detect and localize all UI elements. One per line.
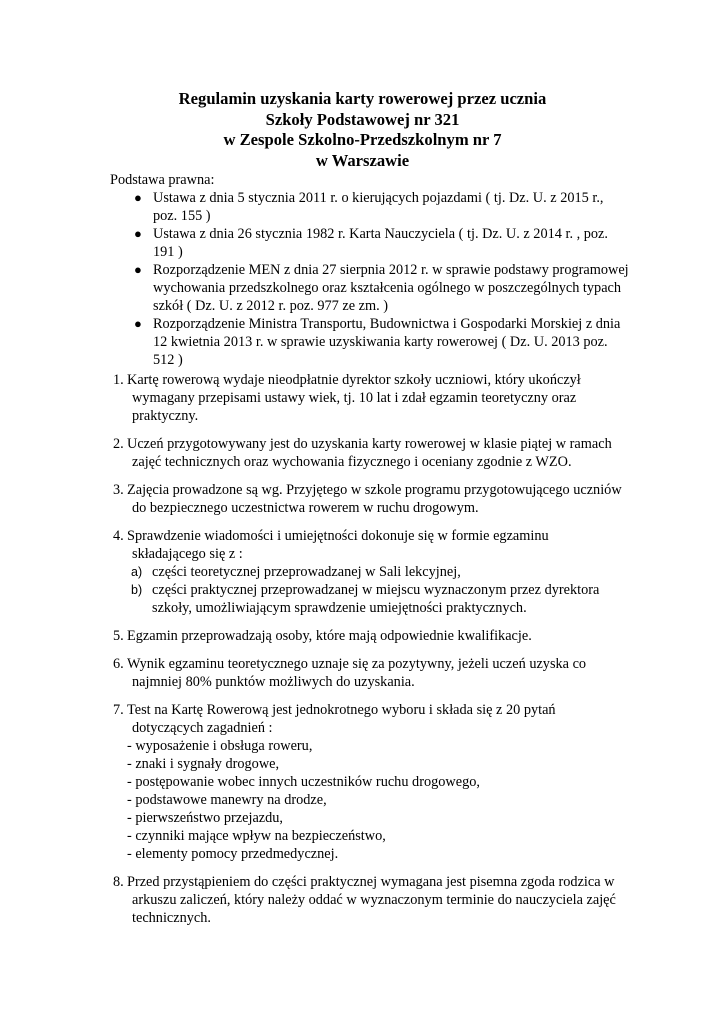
bullet-icon: ● [134, 190, 142, 205]
legal-basis-text: Rozporządzenie Ministra Transportu, Budownictwa i Gospodarki Morskiej z dnia 12 kwietnia 2013 r. w sprawie uzyskiwania karty rowerowej ( Dz. U. 2013 poz. 512 ) [153, 316, 621, 368]
item-number: 2. [113, 436, 124, 452]
item-text-continued: zajęć technicznych oraz wychowania fizycznego i oceniany zgodnie z WZO. [132, 454, 572, 470]
test-topic-item: - pierwszeństwo przejazdu, [127, 810, 284, 826]
item-number: 6. [113, 656, 124, 672]
regulation-item [110, 481, 630, 517]
item-number: 4. [113, 528, 124, 544]
item-text: Przed przystąpieniem do części praktycznej wymagana jest pisemna zgoda rodzica w [127, 874, 615, 890]
exam-part-item [127, 581, 630, 617]
item-text: Zajęcia prowadzone są wg. Przyjętego w szkole programu przygotowującego uczniów [127, 482, 622, 498]
regulation-item [110, 627, 630, 645]
item-text: Sprawdzenie wiadomości i umiejętności dokonuje się w formie egzaminu [127, 528, 549, 544]
legal-basis-label: Podstawa prawna: [110, 172, 215, 188]
legal-basis-text: Rozporządzenie MEN z dnia 27 sierpnia 2012 r. w sprawie podstawy programowej wychowania przedszkolnego oraz kształcenia ogólnego w poszczególnych typach szkół ( Dz. U. z 2012 r. poz. 977 ze zm. ) [153, 262, 629, 314]
title-line: w Zespole Szkolno-Przedszkolnym nr 7 [223, 130, 502, 149]
item-text-continued: dotyczących zagadnień : [132, 720, 273, 736]
title-line: w Warszawie [315, 150, 410, 170]
regulation-item [110, 701, 630, 863]
test-topic-item: - czynniki mające wpływ na bezpieczeństwo, [127, 828, 386, 844]
test-topic-item: - elementy pomocy przedmedycznej. [127, 846, 339, 862]
legal-basis-item [110, 315, 630, 369]
item-text: Wynik egzaminu teoretycznego uznaje się za pozytywny, jeżeli uczeń uzyska co [127, 656, 587, 672]
title-line: Regulamin uzyskania karty rowerowej przez ucznia [178, 89, 547, 108]
regulation-item [110, 435, 630, 471]
item-text: Kartę rowerową wydaje nieodpłatnie dyrektor szkoły uczniowi, który ukończył [127, 372, 581, 388]
test-topic-item: - postępowanie wobec innych uczestników ruchu drogowego, [127, 774, 480, 790]
item-text: Test na Kartę Rowerową jest jednokrotnego wyboru i składa się z 20 pytań [127, 702, 556, 718]
item-text-continued: wymagany przepisami ustawy wiek, tj. 10 lat i zdał egzamin teoretyczny oraz praktyczny. [132, 390, 577, 424]
item-number: 1. [113, 372, 124, 388]
item-text: Uczeń przygotowywany jest do uzyskania karty rowerowej w klasie piątej w ramach [127, 436, 612, 452]
legal-basis-item [110, 261, 630, 315]
exam-parts-list [127, 563, 630, 617]
test-topics-list [127, 737, 630, 863]
regulation-item [110, 371, 630, 425]
bullet-icon: ● [134, 316, 142, 331]
regulation-list [110, 371, 630, 937]
item-number: 8. [113, 874, 124, 890]
test-topic-item: - znaki i sygnały drogowe, [127, 756, 280, 772]
exam-part-item [127, 563, 630, 581]
title-line: Szkoły Podstawowej nr 321 [265, 109, 460, 129]
test-topic-item: - podstawowe manewry na drodze, [127, 792, 327, 808]
legal-basis-item [110, 225, 630, 261]
document-title [0, 89, 725, 171]
legal-basis-text: Ustawa z dnia 5 stycznia 2011 r. o kierujących pojazdami ( tj. Dz. U. z 2015 r., poz. 155 ) [153, 190, 604, 224]
legal-basis-text: Ustawa z dnia 26 stycznia 1982 r. Karta Nauczyciela ( tj. Dz. U. z 2014 r. , poz. 191 ) [153, 226, 608, 260]
legal-basis-list [110, 189, 630, 369]
sub-text: części praktycznej przeprowadzanej w miejscu wyznaczonym przez dyrektora szkoły, umożliwiającym sprawdzenie umiejętności praktycznych. [152, 582, 600, 616]
item-number: 5. [113, 628, 124, 644]
sub-letter: a) [131, 565, 143, 579]
test-topic-item: - wyposażenie i obsługa roweru, [127, 738, 313, 754]
item-text-continued: do bezpiecznego uczestnictwa rowerem w ruchu drogowym. [132, 500, 479, 516]
item-number: 3. [113, 482, 124, 498]
sub-letter: b) [131, 583, 143, 597]
sub-text: części teoretycznej przeprowadzanej w Sali lekcyjnej, [152, 564, 461, 580]
bullet-icon: ● [134, 262, 142, 277]
regulation-item [110, 873, 630, 927]
item-text-continued: arkuszu zaliczeń, który należy oddać w wyznaczonym terminie do nauczyciela zajęć technicznych. [132, 892, 616, 926]
regulation-item [110, 527, 630, 617]
item-text: Egzamin przeprowadzają osoby, które mają odpowiednie kwalifikacje. [127, 628, 532, 644]
regulation-item [110, 655, 630, 691]
legal-basis-item [110, 189, 630, 225]
bullet-icon: ● [134, 226, 142, 241]
item-text-continued: najmniej 80% punktów możliwych do uzyskania. [132, 674, 415, 690]
item-number: 7. [113, 702, 124, 718]
item-text-continued: składającego się z : [132, 546, 243, 562]
